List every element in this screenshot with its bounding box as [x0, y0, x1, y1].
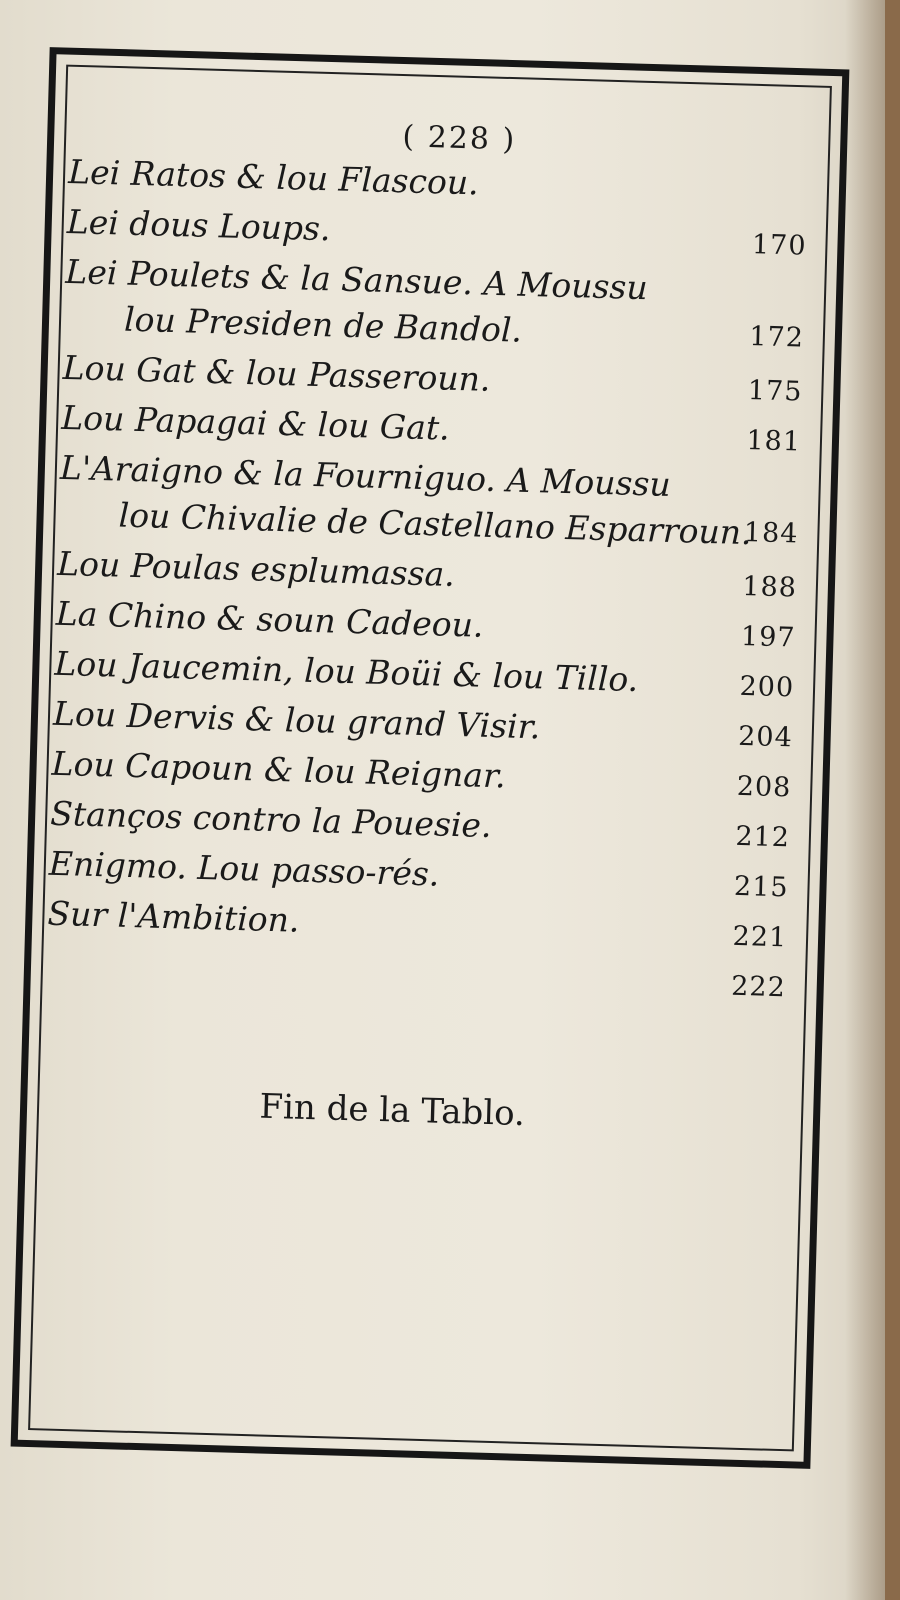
toc-entry-page: 170	[751, 229, 807, 262]
toc-entry-page: 197	[740, 620, 796, 654]
toc-entry-title: Lou Papagai & lou Gat.	[60, 397, 451, 448]
toc-entry-page: 222	[730, 970, 787, 1004]
toc-entry-title: Lei Poulets & la Sansue. A Moussu	[64, 251, 649, 308]
toc-entry-title: Sur l'Ambition.	[47, 893, 300, 940]
toc-entry-title: L'Araigno & la Fourniguo. A Moussu	[59, 447, 672, 504]
page-number: ( 228 )	[402, 119, 517, 158]
table-of-contents	[42, 110, 810, 1141]
toc-entry-title: Lou Jaucemin, lou Boüi & lou Tillo.	[54, 643, 639, 700]
toc-entry-title-continued: lou Chivalie de Castellano Esparroun.	[118, 495, 753, 553]
toc-entry-title: Lei dous Loups.	[66, 201, 332, 249]
toc-entry-title: Lou Gat & lou Passeroun.	[62, 347, 491, 399]
toc-entry-title: Lou Capoun & lou Reignar.	[51, 743, 507, 796]
toc-entry-page: 204	[737, 720, 794, 754]
toc-entry-title: Lou Dervis & lou grand Visir.	[52, 693, 541, 747]
toc-entry-title: Lou Poulas esplumassa.	[56, 543, 456, 594]
toc-entry-page: 208	[736, 770, 792, 804]
toc-entry-title: Lei Ratos & lou Flascou.	[67, 151, 480, 203]
toc-entry-page: 181	[746, 425, 802, 458]
toc-entry-page: 188	[741, 570, 798, 604]
toc-entry-title-continued: lou Presiden de Bandol.	[123, 299, 523, 350]
end-of-table-text: Fin de la Tablo.	[258, 1086, 526, 1135]
binding-shadow	[845, 0, 885, 1600]
toc-entry-page: 172	[748, 321, 805, 354]
toc-entry-page: 215	[733, 870, 789, 904]
toc-entry-page: 184	[743, 516, 799, 550]
toc-entry-title: La Chino & soun Cadeou.	[55, 593, 484, 645]
toc-entry-page: 221	[732, 920, 788, 954]
toc-entry-title: Stanços contro la Pouesie.	[49, 793, 493, 846]
toc-entry-page: 212	[734, 820, 791, 854]
toc-entry-page: 200	[739, 670, 795, 704]
toc-entry-title: Enigmo. Lou passo-rés.	[48, 843, 440, 894]
toc-entry-page: 175	[747, 375, 803, 408]
